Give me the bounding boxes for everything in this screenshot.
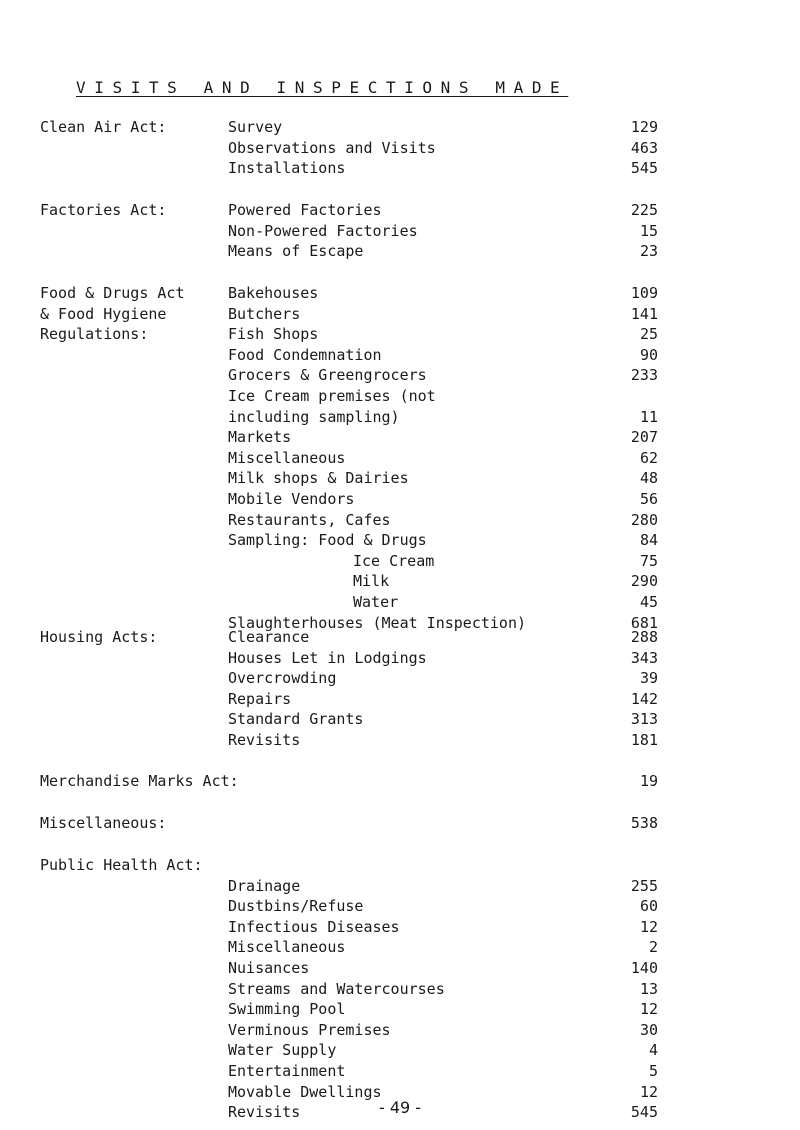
section-public-health-act: [0, 855, 800, 1123]
item-label: Sampling: Food & Drugs: [228, 531, 427, 550]
item-count: 290: [630, 572, 658, 591]
item-count: 56: [639, 489, 658, 508]
table-row: [0, 386, 800, 407]
table-row: [0, 551, 800, 572]
table-row: [0, 771, 800, 792]
item-label: Water Supply: [228, 1041, 337, 1060]
item-label: Survey: [228, 118, 283, 136]
item-label: Swimming Pool: [228, 1000, 346, 1019]
item-count: 545: [630, 1103, 658, 1122]
item-label: Ice Cream premises (not: [228, 386, 436, 405]
table-row: [0, 999, 800, 1020]
table-row: [0, 117, 800, 138]
item-count: 538: [630, 814, 658, 832]
item-label: Entertainment: [228, 1061, 346, 1080]
table-row: [0, 241, 800, 262]
item-count: 233: [630, 366, 658, 385]
item-label: Overcrowding: [228, 669, 337, 688]
table-row: [0, 530, 800, 551]
table-row: [0, 668, 800, 689]
item-count: 280: [630, 510, 658, 529]
category-label: Regulations:: [40, 325, 149, 344]
category-label: & Food Hygiene: [40, 304, 167, 323]
table-row: [0, 448, 800, 469]
item-count: 45: [639, 592, 658, 611]
page-number: - 49 -: [378, 1098, 422, 1117]
table-row: [0, 304, 800, 325]
item-label: Food Condemnation: [228, 345, 382, 364]
item-label: Installations: [228, 159, 346, 178]
item-count: 255: [630, 876, 658, 895]
item-label: Water: [353, 592, 399, 611]
item-count: 681: [630, 613, 658, 632]
item-count: 12: [639, 1000, 658, 1019]
table-row: [0, 1061, 800, 1082]
section-food-drugs-act: [0, 283, 800, 633]
item-count: 25: [639, 325, 658, 344]
item-label: Repairs: [228, 689, 292, 708]
item-count: 313: [630, 710, 658, 729]
item-count: 5: [648, 1061, 658, 1080]
item-count: 109: [630, 284, 658, 302]
table-row: [0, 345, 800, 366]
table-row: [0, 138, 800, 159]
table-row: [0, 489, 800, 510]
item-count: 2: [648, 938, 658, 957]
table-row: [0, 221, 800, 242]
item-count: 23: [639, 242, 658, 261]
item-label: Milk: [353, 572, 390, 591]
item-label: Streams and Watercourses: [228, 979, 445, 998]
table-row: [0, 979, 800, 1000]
item-count: 48: [639, 469, 658, 488]
item-count: 84: [639, 531, 658, 550]
item-count: 15: [639, 221, 658, 240]
item-label: Observations and Visits: [228, 138, 436, 157]
item-count: 12: [639, 917, 658, 936]
table-row: [0, 324, 800, 345]
item-count: 19: [639, 772, 658, 790]
item-label: Miscellaneous: [228, 448, 346, 467]
table-row: [0, 855, 800, 876]
item-count: 181: [630, 730, 658, 749]
table-row: [0, 407, 800, 428]
item-label: Slaughterhouses (Meat Inspection): [228, 613, 527, 632]
item-label: Powered Factories: [228, 201, 382, 219]
table-row: [0, 200, 800, 221]
page-title: VISITS AND INSPECTIONS MADE: [76, 78, 569, 97]
item-count: 30: [639, 1020, 658, 1039]
item-label: Mobile Vendors: [228, 489, 355, 508]
item-label: Butchers: [228, 304, 301, 323]
item-label: Drainage: [228, 876, 301, 895]
item-count: 11: [639, 407, 658, 426]
item-label: Verminous Premises: [228, 1020, 391, 1039]
category-label: Factories Act:: [40, 201, 167, 219]
table-row: [0, 917, 800, 938]
item-label: Nuisances: [228, 958, 310, 977]
category-label: Clean Air Act:: [40, 118, 167, 136]
item-count: 225: [630, 201, 658, 219]
table-row: [0, 730, 800, 751]
item-label: Movable Dwellings: [228, 1082, 382, 1101]
item-label: Infectious Diseases: [228, 917, 400, 936]
item-label: Grocers & Greengrocers: [228, 366, 427, 385]
item-count: 142: [630, 689, 658, 708]
item-label: Ice Cream: [353, 551, 435, 570]
table-row: [0, 937, 800, 958]
item-count: 129: [630, 118, 658, 136]
item-label: including sampling): [228, 407, 400, 426]
item-label: Milk shops & Dairies: [228, 469, 409, 488]
table-row: [0, 709, 800, 730]
item-count: 60: [639, 897, 658, 916]
table-row: [0, 876, 800, 897]
item-count: 90: [639, 345, 658, 364]
table-row: [0, 427, 800, 448]
item-count: 207: [630, 428, 658, 447]
item-label: Restaurants, Cafes: [228, 510, 391, 529]
item-label: Revisits: [228, 730, 301, 749]
item-count: 343: [630, 648, 658, 667]
item-count: 140: [630, 958, 658, 977]
table-row: [0, 1020, 800, 1041]
table-row: [0, 813, 800, 834]
table-row: [0, 592, 800, 613]
category-label: Miscellaneous:: [40, 814, 167, 832]
category-label: Housing Acts:: [40, 628, 158, 646]
item-label: Clearance: [228, 628, 310, 646]
item-count: 13: [639, 979, 658, 998]
category-label: Merchandise Marks Act:: [40, 772, 239, 790]
item-count: 141: [630, 304, 658, 323]
table-row: [0, 627, 800, 648]
item-count: 62: [639, 448, 658, 467]
section-factories-act: [0, 200, 800, 262]
item-label: Revisits: [228, 1103, 301, 1122]
item-count: 12: [639, 1082, 658, 1101]
item-label: Non-Powered Factories: [228, 221, 418, 240]
item-label: Standard Grants: [228, 710, 364, 729]
item-label: Means of Escape: [228, 242, 364, 261]
item-label: Miscellaneous: [228, 938, 346, 957]
item-count: 4: [648, 1041, 658, 1060]
item-label: Markets: [228, 428, 292, 447]
table-row: [0, 648, 800, 669]
section-housing-acts: [0, 627, 800, 751]
item-count: 39: [639, 669, 658, 688]
table-row: [0, 365, 800, 386]
table-row: [0, 689, 800, 710]
table-row: [0, 1040, 800, 1061]
table-row: [0, 158, 800, 179]
item-label: Houses Let in Lodgings: [228, 648, 427, 667]
item-label: Dustbins/Refuse: [228, 897, 364, 916]
table-row: [0, 958, 800, 979]
category-label: Public Health Act:: [40, 856, 203, 874]
item-label: Bakehouses: [228, 284, 319, 302]
table-row: [0, 571, 800, 592]
section-merchandise-marks-act: [0, 771, 800, 792]
item-count: 288: [630, 628, 658, 646]
category-label: Food & Drugs Act: [40, 284, 185, 302]
table-row: [0, 468, 800, 489]
table-row: [0, 510, 800, 531]
table-row: [0, 283, 800, 304]
item-count: 545: [630, 159, 658, 178]
table-row: [0, 896, 800, 917]
item-count: 75: [639, 551, 658, 570]
item-count: 463: [630, 138, 658, 157]
section-clean-air-act: [0, 117, 800, 179]
item-label: Fish Shops: [228, 325, 319, 344]
section-miscellaneous: [0, 813, 800, 834]
